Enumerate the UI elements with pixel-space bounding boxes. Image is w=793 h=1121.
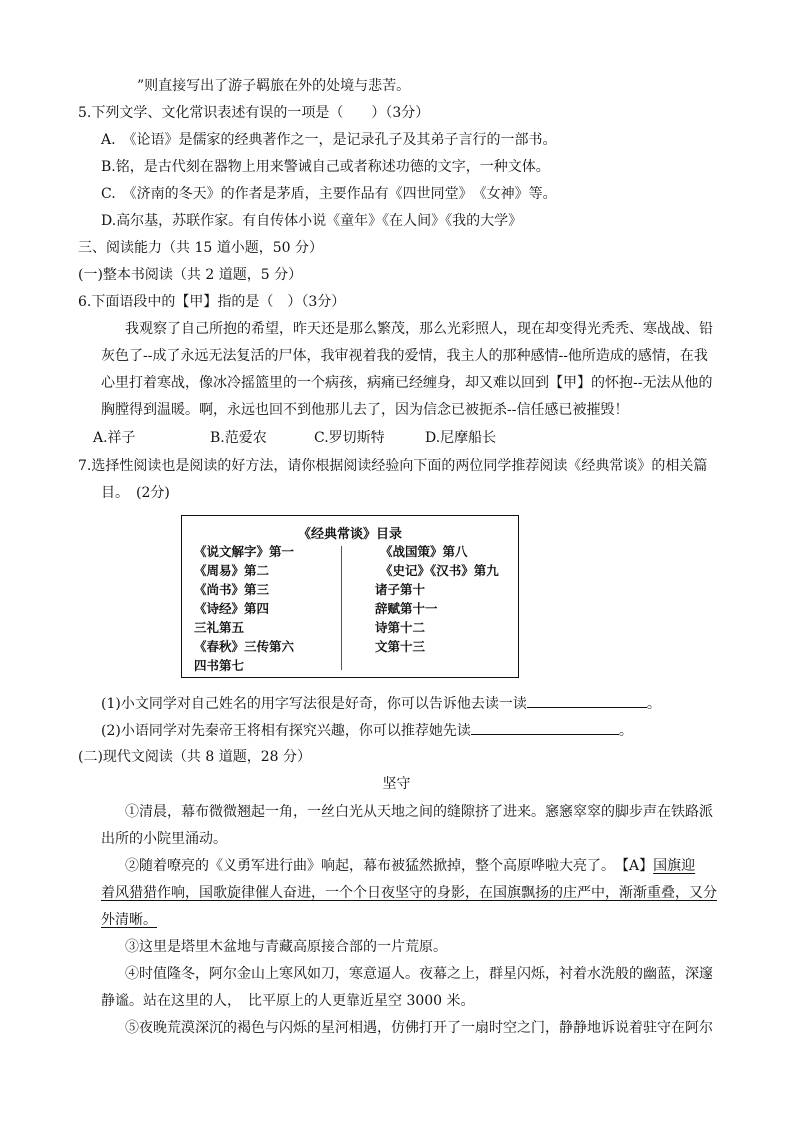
q7-stem-line-2: 目。 (2分) [101, 485, 170, 501]
q6-passage-line-3: 心里打着寒战，像冰冷摇篮里的一个病孩，病痛已经缠身，却又难以回到【甲】的怀抱--无法从他的 [101, 375, 713, 391]
toc-left-item: 三礼第五 [194, 620, 245, 635]
section-3-heading: 三、阅读能力（共 15 道小题，50 分） [78, 240, 323, 256]
toc-left-item: 《春秋》三传第六 [194, 639, 295, 654]
q6-options [93, 428, 496, 448]
toc-title: 《经典常谈》目录 [297, 527, 402, 542]
q7-sub1-text: (1)小文同学对自己姓名的用字写法很是好奇，你可以告诉他去读一读 [101, 696, 527, 712]
q6-passage-line-2: 灰色了--成了永远无法复活的尸体，我审视着我的爱情，我主人的那种感情--他所造成的感情，在我 [101, 348, 708, 364]
toc-left-item: 《周易》第二 [194, 563, 270, 578]
q7-sub-question-1 [101, 693, 661, 714]
q5-stem: 5.下列文学、文化常识表述有误的一项是（ ）（3分） [78, 105, 430, 121]
article-p2-line-1 [125, 856, 695, 876]
q5-option-c: C. 《济南的冬天》的作者是茅盾，主要作品有《四世同堂》 《女神》等。 [101, 186, 557, 202]
q6-option-d: D.尼摩船长 [425, 430, 497, 446]
toc-right-item: 诸子第十 [375, 582, 426, 597]
toc-right-item: 文第十三 [375, 639, 426, 654]
q6-passage-line-4: 胸膛得到温暖。啊，永远也回不到他那儿去了，因为信念已被扼杀--信任感已被摧毁！ [101, 402, 629, 418]
q7-sub2-text: (2)小语同学对先秦帝王将相有探究兴趣，你可以推荐她先读 [101, 723, 471, 739]
toc-divider [341, 546, 342, 670]
q5-option-a: A. 《论语》是儒家的经典著作之一，是记录孔子及其弟子言行的一部书。 [101, 132, 557, 148]
article-p5-line-1: ⑤夜晚荒漠深沉的褐色与闪烁的星河相遇，仿佛打开了一扇时空之门，静静地诉说着驻守在阿尔 [125, 1020, 713, 1036]
q6-passage-line-1: 我观察了自己所抱的希望，昨天还是那么繁茂，那么光彩照人，现在却变得光秃秃、寒战战、铅 [125, 321, 713, 337]
part-1-heading: (一)整本书阅读（共 2 道题，5 分） [78, 267, 303, 283]
toc-right-item: 诗第十二 [375, 620, 426, 635]
part-2-heading: (二)现代文阅读（共 8 道题，28 分） [78, 749, 311, 765]
q5-option-d: D.高尔基，苏联作家。有自传体小说《童年》《在人间》《我的大学》 [101, 213, 523, 229]
q7-answer-blank-1[interactable] [527, 693, 647, 708]
article-p1-line-2: 出所的小院里涌动。 [101, 831, 227, 847]
article-title: 坚守 [382, 776, 411, 792]
q6-option-a: A.祥子 [93, 430, 136, 446]
toc-left-item: 《说文解字》第一 [194, 544, 295, 559]
article-p2-line-2: 着风猎猎作响，国歌旋律催人奋进，一个个日夜坚守的身影，在国旗飘扬的庄严中，渐渐重叠，又分 [101, 885, 717, 901]
toc-right-item: 辞赋第十一 [375, 601, 438, 616]
table-of-contents-box [181, 515, 519, 678]
q7-sub2-end: 。 [618, 723, 633, 739]
article-p2-underlined-start: 国旗迎 [653, 858, 696, 874]
toc-left-item: 四书第七 [194, 658, 245, 673]
article-p2-plain: ②随着嘹亮的《义勇军进行曲》响起，幕布被猛然掀掉，整个高原哗啦大亮了。 【A】 [125, 858, 654, 874]
article-p4-line-2: 静谧。站在这里的人， 比平原上的人更靠近星空 3000 米。 [101, 993, 475, 1009]
article-p2-line-3: 外清晰。 [101, 912, 157, 928]
q6-option-b: B.范爱农 [210, 430, 267, 446]
article-p1-line-1: ①清晨，幕布微微翘起一角，一丝白光从天地之间的缝隙挤了进来。窸窸窣窣的脚步声在铁路派 [125, 804, 713, 820]
toc-right-item: 《战国策》第八 [380, 544, 468, 559]
toc-right-item: 《史记》《汉书》第九 [380, 563, 499, 578]
q7-sub-question-2 [101, 720, 633, 741]
toc-left-item: 《尚书》第三 [194, 582, 270, 597]
toc-left-item: 《诗经》第四 [194, 601, 270, 616]
article-p4-line-1: ④时值隆冬，阿尔金山上寒风如刀，寒意逼人。夜幕之上，群星闪烁，衬着水洗般的幽蓝，深邃 [125, 966, 713, 982]
q7-sub1-end: 。 [646, 696, 661, 712]
continuation-line: ”则直接写出了游子羁旅在外的处境与悲苦。 [137, 78, 411, 94]
q7-answer-blank-2[interactable] [471, 720, 619, 735]
q5-option-b: B.铭，是古代刻在器物上用来警诫自己或者称述功德的文字，一种文体。 [101, 159, 550, 175]
q7-stem-line-1: 7.选择性阅读也是阅读的好方法，请你根据阅读经验向下面的两位同学推荐阅读《经典常谈》的相关篇 [78, 458, 708, 474]
article-p3: ③这里是塔里木盆地与青藏高原接合部的一片荒原。 [125, 939, 447, 955]
q6-option-c: C.罗切斯特 [314, 430, 385, 446]
q6-stem: 6.下面语段中的【甲】指的是（ ）（3分） [78, 294, 346, 310]
